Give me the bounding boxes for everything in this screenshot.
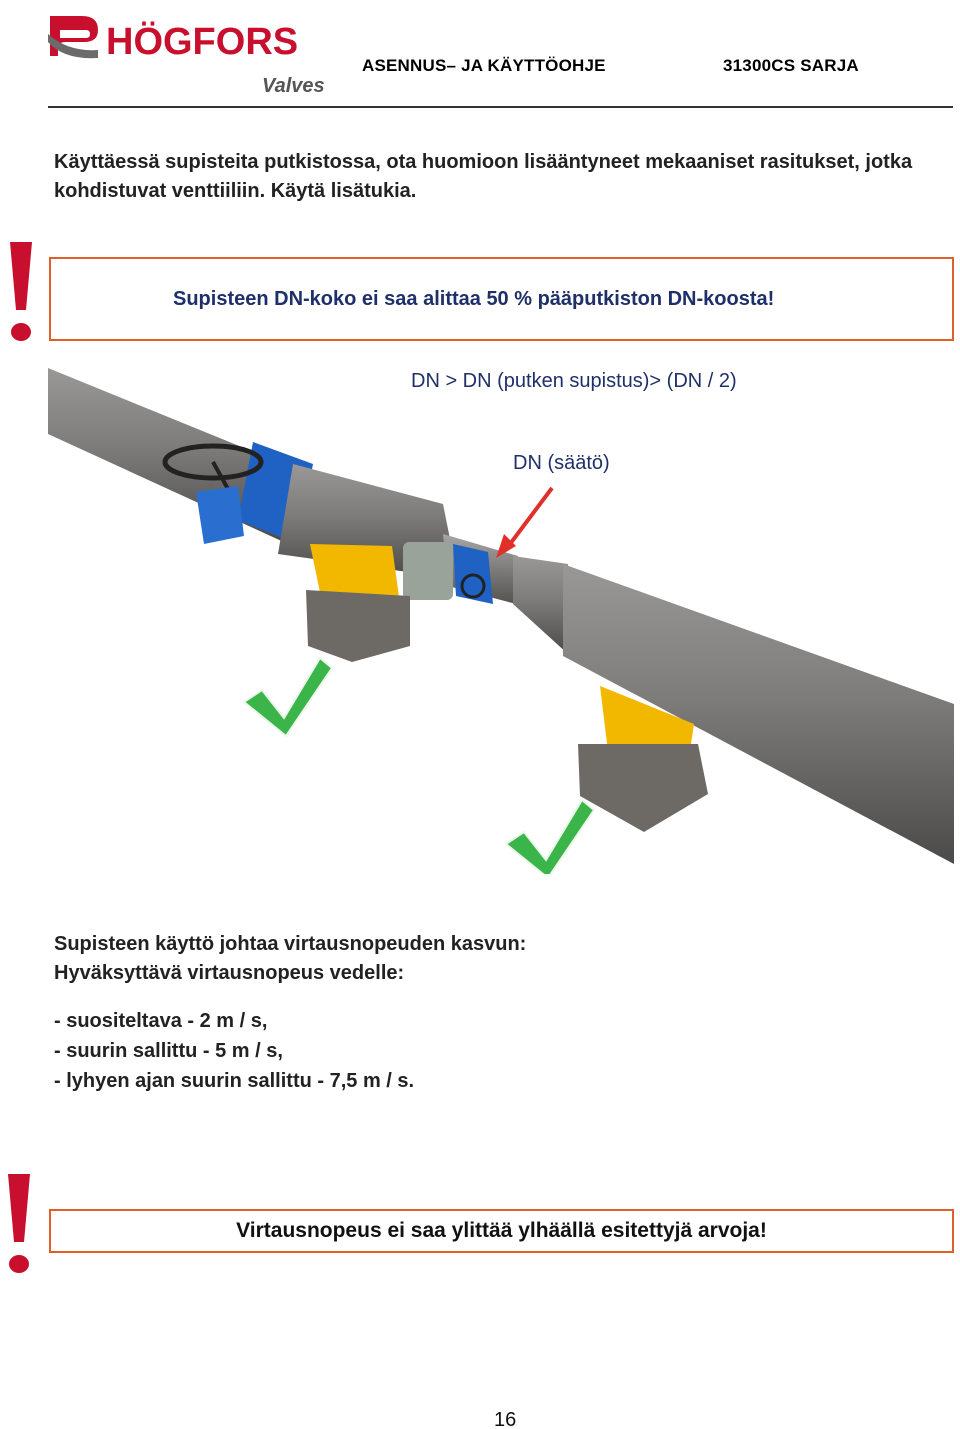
dn-formula-label: DN > DN (putken supistus)> (DN / 2) bbox=[411, 370, 737, 392]
concrete-base-right bbox=[578, 744, 708, 832]
brand-name: HÖGFORS bbox=[106, 21, 299, 63]
brand-tagline: Valves bbox=[262, 75, 325, 97]
flow-text-line-2: Hyväksyttävä virtausnopeus vedelle: bbox=[54, 962, 405, 984]
gearbox bbox=[196, 486, 244, 544]
page-number: 16 bbox=[494, 1409, 517, 1429]
flow-velocity-paragraph bbox=[54, 930, 934, 988]
warning-box-velocity bbox=[49, 1209, 954, 1253]
check-icon bbox=[506, 800, 594, 874]
dn-control-label: DN (säätö) bbox=[513, 452, 610, 474]
warning-text-velocity: Virtausnopeus ei saa ylittää ylhäällä esitettyjä arvoja! bbox=[236, 1219, 767, 1242]
pipeline-illustration bbox=[48, 364, 954, 874]
header-divider bbox=[48, 106, 953, 108]
warning-box-reducer-size bbox=[49, 257, 954, 341]
velocity-limits-list bbox=[54, 1006, 934, 1096]
list-item: - lyhyen ajan suurin sallittu - 7,5 m / s. bbox=[54, 1070, 415, 1092]
flow-text-line-1: Supisteen käyttö johtaa virtausnopeuden kasvun: bbox=[54, 933, 527, 955]
check-icon bbox=[244, 658, 332, 736]
series-label: 31300CS SARJA bbox=[723, 56, 859, 75]
electric-actuator bbox=[403, 542, 453, 600]
concrete-base-left bbox=[306, 590, 410, 662]
logo-mark bbox=[48, 16, 98, 58]
red-arrow-icon bbox=[510, 488, 552, 544]
exclamation-icon bbox=[4, 1170, 34, 1276]
intro-paragraph: Käyttäessä supisteita putkistossa, ota huomioon lisääntyneet mekaaniset rasitukset, jotka kohdistuvat venttiiliin. Käytä lisätukia. bbox=[54, 151, 913, 202]
hogfors-logo bbox=[46, 4, 346, 100]
reducer-right bbox=[513, 556, 568, 654]
list-item: - suurin sallittu - 5 m / s, bbox=[54, 1040, 283, 1062]
warning-text-reducer-size: Supisteen DN-koko ei saa alittaa 50 % pääputkiston DN-koosta! bbox=[173, 287, 775, 310]
exclamation-icon bbox=[6, 238, 36, 344]
document-title: ASENNUS– JA KÄYTTÖOHJE bbox=[362, 56, 606, 75]
list-item: - suositeltava - 2 m / s, bbox=[54, 1010, 268, 1032]
